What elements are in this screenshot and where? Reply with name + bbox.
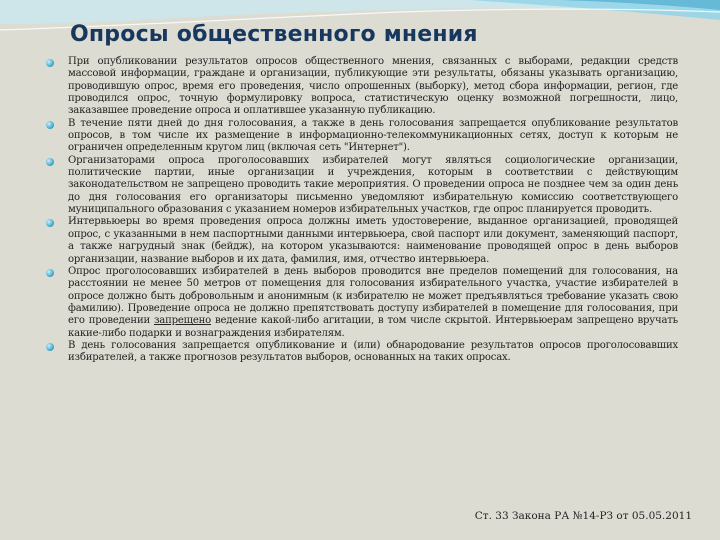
list-item: [46, 118, 678, 155]
bullet-text-part: ведение какой-либо агитации, в том числе скрытой. Интервьюерам запрещено вручать какие-либо подарки и вознаграждения избирателям.: [68, 315, 678, 339]
slide-title: Опросы общественного мнения: [70, 22, 478, 47]
bullet-text: При опубликовании результатов опросов общественного мнения, связанных с выборами, редакции средств массовой информации, граждане и организации, публикующие эти результаты, обязаны указывать организацию, проводившую опрос, время его проведения, число опрошенных (выборку), метод сбора информации, регион, где проводился опрос, точную формулировку вопроса, статистическую оценку возможной погрешности, лицо, заказавшее проведение опроса и оплатившее указанную публикацию.: [68, 56, 678, 117]
bullet-text-part: Опрос проголосовавших избирателей в день выборов проводится вне пределов помещений для голосования, на расстоянии не менее 50 метров от помещения для голосования избирательного участка, участие избирателей в опросе должно быть добровольным и анонимным (к избирателю не может предъявляться требование указать свою фамилию). Проведение опроса не должно препятствовать доступу избирателей в помещение для голосования, при его проведении: [68, 265, 678, 327]
list-item: [46, 340, 678, 365]
content-body: [46, 56, 678, 365]
list-item: [46, 155, 678, 217]
bullet-text: Организаторами опроса проголосовавших избирателей могут являться социологические организации, политические партии, иные организации и учреждения, которым в соответствии с действующим законодательством не запрещено проводить такие мероприятия. О проведении опроса не позднее чем за один день до дня голосования его организаторы письменно уведомляют избирательную комиссию соответствующего муниципального образования с указанием номеров избирательных участков, где опрос планируется проводить.: [68, 154, 678, 216]
bullet-icon: [46, 343, 54, 351]
list-item: [46, 56, 678, 118]
bullet-text: В день голосования запрещается опубликование и (или) обнародование результатов опросов проголосовавших избирателей, а также прогнозов результатов выборов, основанных на таких опросах.: [68, 339, 678, 364]
bullet-icon: [46, 59, 54, 67]
bullet-icon: [46, 121, 54, 129]
list-item: [46, 216, 678, 265]
source-citation: Ст. 33 Закона РА №14-РЗ от 05.05.2011: [474, 510, 692, 522]
list-item: [46, 266, 678, 340]
bullet-icon: [46, 158, 54, 166]
bullet-list: [46, 56, 678, 365]
bullet-text: Интервьюеры во время проведения опроса должны иметь удостоверение, выданное организацией, проводящей опрос, с указанными в нем паспортными данными интервьюера, свой паспорт или документ, заменяющий паспорт, а также нагрудный знак (бейдж), на котором указываются: наименование проводящей опрос в день выборов организации, название выборов и их дата, фамилия, имя, отчество интервьюера.: [68, 216, 678, 265]
bullet-text: В течение пяти дней до дня голосования, а также в день голосования запрещается опубликование результатов опросов, в том числе их размещение в информационно-телекоммуникационных сетях, доступ к которым не ограничен определенным кругом лиц (включая сеть "Интернет").: [68, 117, 678, 154]
underlined-word: запрещено: [153, 315, 212, 327]
bullet-icon: [46, 269, 54, 277]
bullet-icon: [46, 219, 54, 227]
